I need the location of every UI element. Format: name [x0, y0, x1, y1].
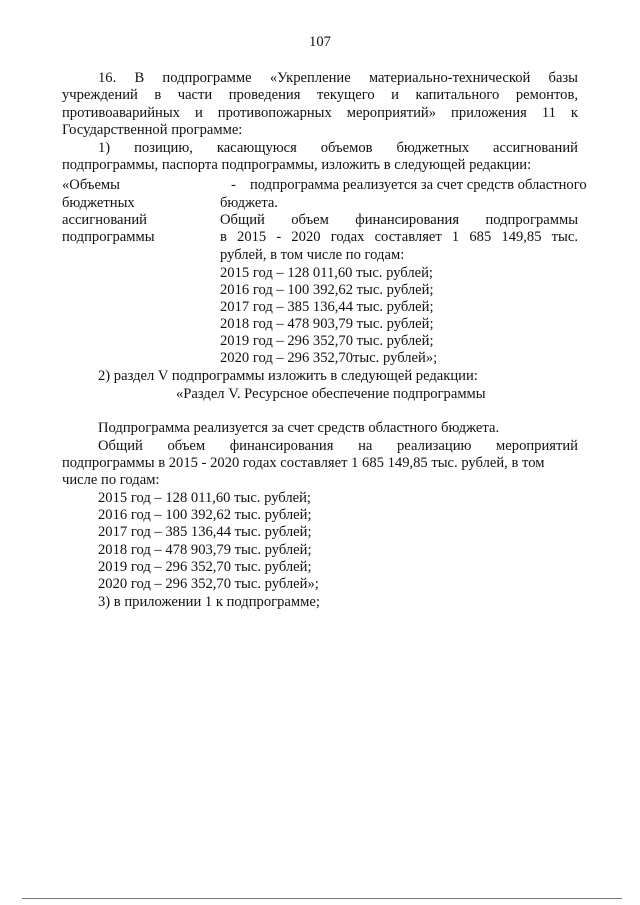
- subitem2-line: 2) раздел V подпрограммы изложить в следующей редакции:: [98, 368, 478, 384]
- section5-year-2020: 2020 год – 296 352,70 тыс. рублей»;: [98, 576, 319, 592]
- passport-year-2018: 2018 год – 478 903,79 тыс. рублей;: [220, 316, 434, 332]
- passport-value-line-4: в 2015 - 2020 годах составляет 1 685 149,85 тыс.: [220, 229, 578, 245]
- section5-paragraph-2-line-3: числе по годам:: [62, 472, 160, 488]
- section5-paragraph-1: Подпрограмма реализуется за счет средств областного бюджета.: [98, 420, 500, 436]
- page-number: 107: [309, 34, 331, 50]
- section5-year-2018: 2018 год – 478 903,79 тыс. рублей;: [98, 542, 312, 558]
- item16-line-3: противоаварийных и противопожарных мероприятий» приложения 11 к: [62, 105, 578, 121]
- bottom-scan-edge: [22, 898, 622, 899]
- item16-line-4: Государственной программе:: [62, 122, 243, 138]
- subitem1-line-2: подпрограммы, паспорта подпрограммы, изложить в следующей редакции:: [62, 157, 532, 173]
- passport-year-2019: 2019 год – 296 352,70 тыс. рублей;: [220, 333, 434, 349]
- section5-paragraph-2-line-2: подпрограммы в 2015 - 2020 годах составляет 1 685 149,85 тыс. рублей, в том: [62, 455, 545, 471]
- passport-label-line-3: ассигнований: [62, 212, 147, 228]
- passport-year-2020: 2020 год – 296 352,70тыс. рублей»;: [220, 350, 438, 366]
- item16-line-2: учреждений в части проведения текущего и капитального ремонтов,: [62, 87, 578, 103]
- subitem1-line-1: 1) позицию, касающуюся объемов бюджетных ассигнований: [98, 140, 578, 156]
- section5-year-2017: 2017 год – 385 136,44 тыс. рублей;: [98, 524, 312, 540]
- passport-label-line-4: подпрограммы: [62, 229, 155, 245]
- passport-value-line-5: рублей, в том числе по годам:: [220, 247, 405, 263]
- passport-dash: -: [231, 177, 236, 193]
- passport-value-line-2: бюджета.: [220, 195, 279, 211]
- passport-year-2017: 2017 год – 385 136,44 тыс. рублей;: [220, 299, 434, 315]
- subitem3-line: 3) в приложении 1 к подпрограмме;: [98, 594, 320, 610]
- passport-value-line-1: подпрограмма реализуется за счет средств областного: [250, 177, 587, 193]
- passport-year-2015: 2015 год – 128 011,60 тыс. рублей;: [220, 265, 433, 281]
- section5-paragraph-2-line-1: Общий объем финансирования на реализацию мероприятий: [98, 438, 578, 454]
- item16-line-1: 16. В подпрограмме «Укрепление материально-технической базы: [98, 70, 578, 86]
- section5-year-2015: 2015 год – 128 011,60 тыс. рублей;: [98, 490, 311, 506]
- section5-year-2016: 2016 год – 100 392,62 тыс. рублей;: [98, 507, 312, 523]
- passport-label-line-1: «Объемы: [62, 177, 120, 193]
- passport-value-line-3: Общий объем финансирования подпрограммы: [220, 212, 578, 228]
- section5-heading: «Раздел V. Ресурсное обеспечение подпрограммы: [176, 386, 486, 402]
- passport-year-2016: 2016 год – 100 392,62 тыс. рублей;: [220, 282, 434, 298]
- passport-label-line-2: бюджетных: [62, 195, 135, 211]
- section5-year-2019: 2019 год – 296 352,70 тыс. рублей;: [98, 559, 312, 575]
